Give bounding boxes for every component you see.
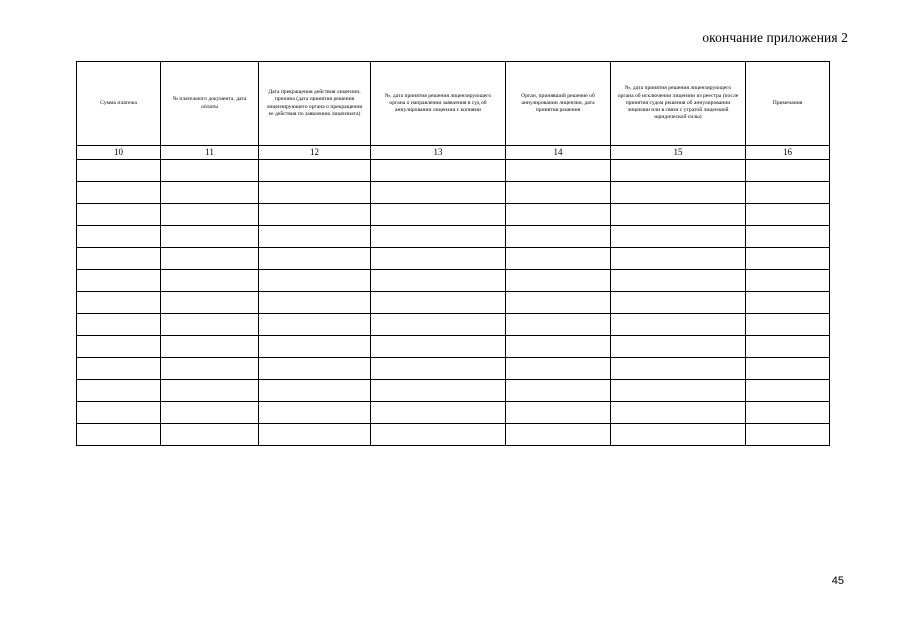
table-cell — [611, 424, 746, 446]
table-cell — [611, 314, 746, 336]
table-cell — [77, 160, 161, 182]
table-cell — [746, 160, 830, 182]
table-cell — [161, 270, 259, 292]
table-cell — [161, 402, 259, 424]
table-row — [77, 336, 830, 358]
table-cell — [259, 292, 371, 314]
table-cell — [506, 292, 611, 314]
table-cell — [371, 336, 506, 358]
table-cell — [161, 226, 259, 248]
table-cell — [506, 226, 611, 248]
table-cell — [611, 182, 746, 204]
table-row — [77, 358, 830, 380]
table-cell — [259, 226, 371, 248]
table-cell — [161, 182, 259, 204]
column-number: 14 — [506, 146, 611, 160]
table-row — [77, 226, 830, 248]
table-cell — [611, 380, 746, 402]
table-cell — [161, 380, 259, 402]
column-number: 10 — [77, 146, 161, 160]
table-cell — [746, 270, 830, 292]
table-cell — [371, 314, 506, 336]
table-cell — [506, 204, 611, 226]
page-number: 45 — [831, 575, 844, 587]
table-cell — [259, 336, 371, 358]
table-cell — [506, 160, 611, 182]
table-cell — [77, 292, 161, 314]
table-cell — [611, 336, 746, 358]
table-cell — [371, 160, 506, 182]
column-number: 13 — [371, 146, 506, 160]
column-number: 11 — [161, 146, 259, 160]
table-cell — [746, 402, 830, 424]
table-cell — [371, 204, 506, 226]
header-license-termination-date: Дата прекращения действия лицензии, причина (дата принятия решения лицензирующего органа о прекращении ее действия по заявлению лицензиата) — [259, 62, 371, 146]
table-cell — [77, 358, 161, 380]
table-cell — [746, 248, 830, 270]
table-cell — [259, 358, 371, 380]
table-cell — [259, 314, 371, 336]
table-cell — [506, 424, 611, 446]
table-cell — [371, 402, 506, 424]
table-cell — [77, 270, 161, 292]
table-cell — [506, 336, 611, 358]
table-cell — [77, 226, 161, 248]
table-cell — [161, 292, 259, 314]
table-cell — [77, 314, 161, 336]
table-cell — [746, 380, 830, 402]
table-cell — [611, 226, 746, 248]
column-number-row — [77, 146, 830, 160]
table-cell — [371, 292, 506, 314]
table-cell — [259, 380, 371, 402]
table-row — [77, 402, 830, 424]
table-cell — [77, 336, 161, 358]
table-cell — [506, 402, 611, 424]
table-cell — [371, 226, 506, 248]
table-cell — [161, 314, 259, 336]
header-registry-exclusion-decision: №, дата принятия решения лицензирующего органа об исключении лицензии из реестра (после принятия судом решения об аннулировании лицензии или в связи с утратой лицензией юридической силы) — [611, 62, 746, 146]
table-row — [77, 270, 830, 292]
table-cell — [746, 226, 830, 248]
table-cell — [371, 424, 506, 446]
header-notes: Примечания — [746, 62, 830, 146]
table-cell — [371, 358, 506, 380]
table-cell — [259, 160, 371, 182]
table-cell — [259, 182, 371, 204]
table-cell — [371, 248, 506, 270]
table-cell — [746, 292, 830, 314]
table-row — [77, 424, 830, 446]
table-cell — [259, 424, 371, 446]
table-cell — [259, 270, 371, 292]
table-cell — [161, 424, 259, 446]
table-cell — [506, 380, 611, 402]
table-cell — [611, 204, 746, 226]
table-cell — [77, 380, 161, 402]
license-register-table — [76, 61, 830, 446]
table-cell — [506, 314, 611, 336]
table-cell — [506, 182, 611, 204]
table-cell — [611, 292, 746, 314]
table-cell — [77, 182, 161, 204]
table-cell — [506, 358, 611, 380]
header-payment-amount: Сумма платежа — [77, 62, 161, 146]
table-cell — [161, 336, 259, 358]
table-cell — [611, 402, 746, 424]
page-caption: окончание приложения 2 — [702, 30, 848, 45]
table-cell — [161, 204, 259, 226]
table-cell — [746, 358, 830, 380]
table-cell — [611, 248, 746, 270]
table-cell — [506, 270, 611, 292]
table-cell — [611, 358, 746, 380]
table-cell — [161, 358, 259, 380]
table-cell — [77, 402, 161, 424]
table-cell — [506, 248, 611, 270]
column-number: 15 — [611, 146, 746, 160]
table-row — [77, 314, 830, 336]
table-cell — [746, 336, 830, 358]
table-cell — [371, 270, 506, 292]
table-cell — [611, 160, 746, 182]
header-payment-document: № платежного документа, дата оплаты — [161, 62, 259, 146]
table-header-row — [77, 62, 830, 146]
column-number: 16 — [746, 146, 830, 160]
table-row — [77, 204, 830, 226]
header-court-application-decision: №, дата принятия решения лицензирующего органа о направлении заявления в суд об аннулировании лицензии с копиями — [371, 62, 506, 146]
table-cell — [77, 204, 161, 226]
table-cell — [77, 248, 161, 270]
table-cell — [371, 182, 506, 204]
table-row — [77, 182, 830, 204]
table-row — [77, 248, 830, 270]
table-cell — [746, 204, 830, 226]
table-cell — [77, 424, 161, 446]
table-cell — [371, 380, 506, 402]
table-row — [77, 380, 830, 402]
table-cell — [746, 182, 830, 204]
table-cell — [746, 424, 830, 446]
column-number: 12 — [259, 146, 371, 160]
table-cell — [746, 314, 830, 336]
table-cell — [259, 402, 371, 424]
table-row — [77, 160, 830, 182]
table-cell — [161, 160, 259, 182]
table-cell — [259, 248, 371, 270]
header-annulment-authority: Орган, принявший решение об аннулировании лицензии, дата принятия решения — [506, 62, 611, 146]
table-cell — [611, 270, 746, 292]
table-row — [77, 292, 830, 314]
table-cell — [259, 204, 371, 226]
table-cell — [161, 248, 259, 270]
